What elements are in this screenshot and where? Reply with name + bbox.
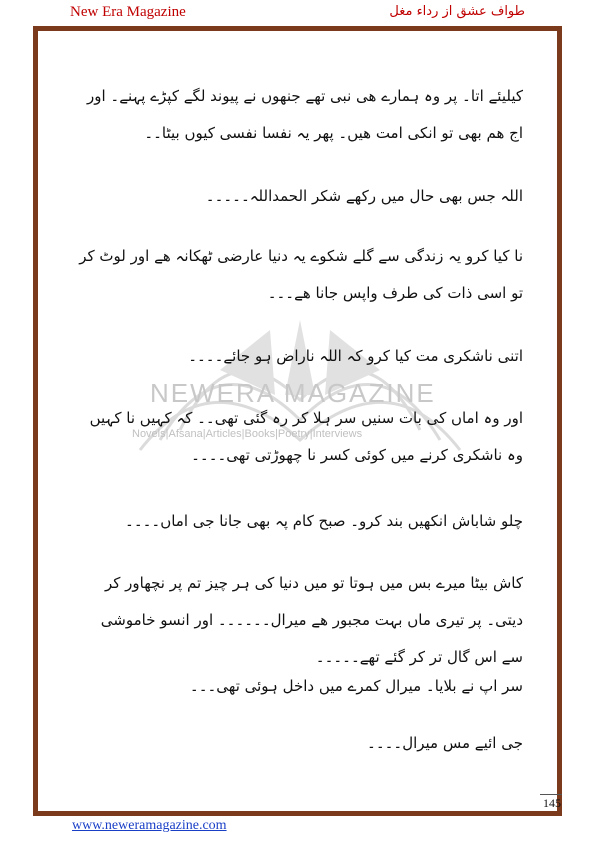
paragraph-9: جی ائیے مس میرال۔۔۔۔ bbox=[367, 734, 523, 752]
paragraph-6: چلو شاباش انکھیں بند کرو۔ صبح کام پہ بھی جانا جی اماں۔۔۔۔ bbox=[125, 512, 523, 530]
page-number: 145 bbox=[543, 796, 561, 810]
paragraph-8: سر اپ نے بلایا۔ میرال کمرے میں داخل ہوئی تھی۔۔۔ bbox=[189, 677, 523, 695]
watermark-name: NEWERA MAGAZINE bbox=[150, 378, 436, 408]
novel-title: طواف عشق از رداء مغل bbox=[389, 4, 525, 19]
paragraph-4: اتنی ناشکری مت کیا کرو کہ اللہ ناراض ہو جائے۔۔۔۔ bbox=[188, 347, 523, 365]
paragraph-1: کیلیئے اتا۔ پر وہ ہمارے ھی نبی تھے جنھوں نے پیوند لگے کپڑے پہنے۔ اور اج ھم بھی تو انکی امت ھیں۔ پھر یہ نفسا نفسی کیوں بیٹا۔۔ bbox=[86, 87, 523, 142]
watermark-subtitle: Novels|Afsana|Articles|Books|Poetry|Interviews bbox=[132, 428, 363, 440]
website-link[interactable]: www.neweramagazine.com bbox=[72, 818, 227, 833]
magazine-name: New Era Magazine bbox=[70, 4, 186, 20]
paragraph-3: نا کیا کرو یہ زندگی سے گلے شکوے یہ دنیا عارضی ٹھکانہ ھے اور لوٹ کر تو اسی ذات کی طرف واپس جانا ھے۔۔۔ bbox=[79, 247, 523, 302]
paragraph-2: اللہ جس بھی حال میں رکھے شکر الحمداللہ۔۔۔۔۔ bbox=[205, 187, 523, 205]
paragraph-7: کاش بیٹا میرے بس میں ہوتا تو میں دنیا کی ہر چیز تم پر نچھاور کر دیتی۔ پر تیری ماں بہت مجبور ھے میرال۔۔۔۔۔۔ اور انسو خاموشی سے اس گال تر کر گئے تھے۔۔۔۔۔ bbox=[100, 574, 523, 666]
paragraph-5: اور وہ اماں کی بات سنیں سر ہلا کر رہ گئی تھی۔۔ کہ کہیں نا کہیں وہ ناشکری کرنے میں کوئی کسر نا چھوڑتی تھی۔۔۔۔ bbox=[89, 409, 523, 464]
